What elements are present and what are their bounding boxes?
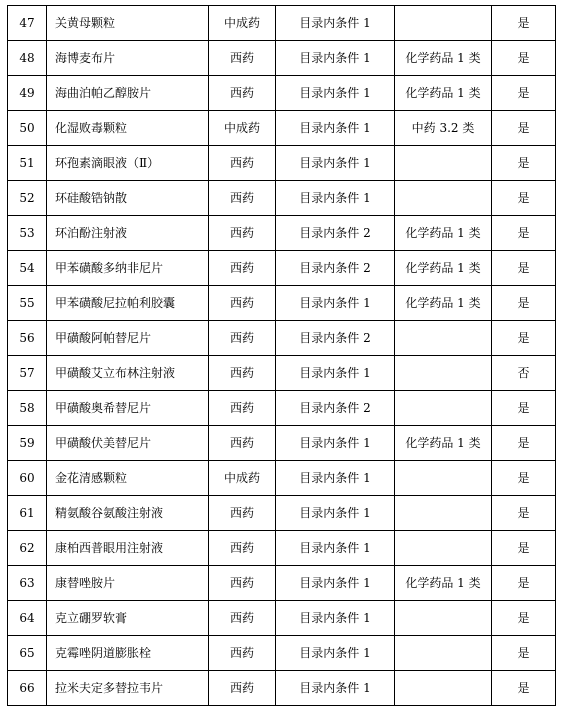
catalog-condition-cell: 目录内条件 1 bbox=[276, 76, 395, 111]
flag-value-cell: 是 bbox=[492, 111, 556, 146]
table-row bbox=[8, 251, 556, 286]
flag-value-cell: 是 bbox=[492, 251, 556, 286]
drug-type-cell: 西药 bbox=[209, 76, 276, 111]
drug-type-cell: 西药 bbox=[209, 391, 276, 426]
catalog-condition-cell: 目录内条件 1 bbox=[276, 111, 395, 146]
drug-type-cell: 西药 bbox=[209, 146, 276, 181]
drug-name-cell: 海曲泊帕乙醇胺片 bbox=[47, 76, 209, 111]
drug-type-cell: 西药 bbox=[209, 216, 276, 251]
registration-category-cell bbox=[395, 601, 492, 636]
flag-value-cell: 是 bbox=[492, 6, 556, 41]
row-number-cell: 48 bbox=[8, 41, 47, 76]
drug-name-cell: 精氨酸谷氨酸注射液 bbox=[47, 496, 209, 531]
drug-name-cell: 金花清感颗粒 bbox=[47, 461, 209, 496]
drug-list-table bbox=[7, 5, 556, 706]
row-number-cell: 53 bbox=[8, 216, 47, 251]
drug-type-cell: 西药 bbox=[209, 426, 276, 461]
registration-category-cell bbox=[395, 146, 492, 181]
registration-category-cell: 化学药品 1 类 bbox=[395, 566, 492, 601]
flag-value-cell: 是 bbox=[492, 426, 556, 461]
table-row bbox=[8, 181, 556, 216]
row-number-cell: 61 bbox=[8, 496, 47, 531]
table-row bbox=[8, 76, 556, 111]
drug-type-cell: 西药 bbox=[209, 636, 276, 671]
table-row bbox=[8, 321, 556, 356]
flag-value-cell: 是 bbox=[492, 461, 556, 496]
catalog-condition-cell: 目录内条件 1 bbox=[276, 636, 395, 671]
drug-name-cell: 甲苯磺酸尼拉帕利胶囊 bbox=[47, 286, 209, 321]
drug-name-cell: 克立硼罗软膏 bbox=[47, 601, 209, 636]
drug-name-cell: 甲磺酸艾立布林注射液 bbox=[47, 356, 209, 391]
catalog-condition-cell: 目录内条件 1 bbox=[276, 41, 395, 76]
catalog-condition-cell: 目录内条件 2 bbox=[276, 216, 395, 251]
drug-name-cell: 康柏西普眼用注射液 bbox=[47, 531, 209, 566]
registration-category-cell: 化学药品 1 类 bbox=[395, 76, 492, 111]
drug-name-cell: 甲苯磺酸多纳非尼片 bbox=[47, 251, 209, 286]
drug-name-cell: 关黄母颗粒 bbox=[47, 6, 209, 41]
drug-name-cell: 环泊酚注射液 bbox=[47, 216, 209, 251]
table-row bbox=[8, 531, 556, 566]
table-row bbox=[8, 636, 556, 671]
registration-category-cell: 中药 3.2 类 bbox=[395, 111, 492, 146]
drug-type-cell: 西药 bbox=[209, 601, 276, 636]
catalog-condition-cell: 目录内条件 1 bbox=[276, 286, 395, 321]
registration-category-cell bbox=[395, 321, 492, 356]
registration-category-cell: 化学药品 1 类 bbox=[395, 41, 492, 76]
row-number-cell: 65 bbox=[8, 636, 47, 671]
registration-category-cell bbox=[395, 496, 492, 531]
row-number-cell: 66 bbox=[8, 671, 47, 706]
drug-type-cell: 中成药 bbox=[209, 461, 276, 496]
catalog-condition-cell: 目录内条件 2 bbox=[276, 251, 395, 286]
drug-type-cell: 西药 bbox=[209, 41, 276, 76]
registration-category-cell bbox=[395, 391, 492, 426]
row-number-cell: 52 bbox=[8, 181, 47, 216]
drug-name-cell: 海博麦布片 bbox=[47, 41, 209, 76]
catalog-condition-cell: 目录内条件 1 bbox=[276, 566, 395, 601]
registration-category-cell bbox=[395, 461, 492, 496]
catalog-condition-cell: 目录内条件 1 bbox=[276, 181, 395, 216]
registration-category-cell bbox=[395, 531, 492, 566]
drug-type-cell: 西药 bbox=[209, 321, 276, 356]
table-row bbox=[8, 426, 556, 461]
drug-name-cell: 克霉唑阴道膨胀栓 bbox=[47, 636, 209, 671]
flag-value-cell: 是 bbox=[492, 181, 556, 216]
drug-name-cell: 甲磺酸奥希替尼片 bbox=[47, 391, 209, 426]
row-number-cell: 58 bbox=[8, 391, 47, 426]
catalog-condition-cell: 目录内条件 1 bbox=[276, 496, 395, 531]
table-row bbox=[8, 216, 556, 251]
drug-name-cell: 甲磺酸阿帕替尼片 bbox=[47, 321, 209, 356]
row-number-cell: 60 bbox=[8, 461, 47, 496]
flag-value-cell: 是 bbox=[492, 321, 556, 356]
drug-type-cell: 西药 bbox=[209, 286, 276, 321]
flag-value-cell: 否 bbox=[492, 356, 556, 391]
catalog-condition-cell: 目录内条件 1 bbox=[276, 146, 395, 181]
row-number-cell: 56 bbox=[8, 321, 47, 356]
registration-category-cell: 化学药品 1 类 bbox=[395, 286, 492, 321]
drug-type-cell: 西药 bbox=[209, 671, 276, 706]
catalog-condition-cell: 目录内条件 2 bbox=[276, 391, 395, 426]
row-number-cell: 63 bbox=[8, 566, 47, 601]
drug-name-cell: 化湿败毒颗粒 bbox=[47, 111, 209, 146]
registration-category-cell bbox=[395, 181, 492, 216]
catalog-condition-cell: 目录内条件 1 bbox=[276, 426, 395, 461]
catalog-condition-cell: 目录内条件 1 bbox=[276, 671, 395, 706]
registration-category-cell bbox=[395, 636, 492, 671]
row-number-cell: 62 bbox=[8, 531, 47, 566]
row-number-cell: 55 bbox=[8, 286, 47, 321]
flag-value-cell: 是 bbox=[492, 146, 556, 181]
table-row bbox=[8, 41, 556, 76]
row-number-cell: 51 bbox=[8, 146, 47, 181]
flag-value-cell: 是 bbox=[492, 566, 556, 601]
table-row bbox=[8, 496, 556, 531]
drug-type-cell: 西药 bbox=[209, 356, 276, 391]
flag-value-cell: 是 bbox=[492, 531, 556, 566]
catalog-condition-cell: 目录内条件 1 bbox=[276, 356, 395, 391]
row-number-cell: 50 bbox=[8, 111, 47, 146]
row-number-cell: 49 bbox=[8, 76, 47, 111]
row-number-cell: 64 bbox=[8, 601, 47, 636]
row-number-cell: 59 bbox=[8, 426, 47, 461]
registration-category-cell bbox=[395, 356, 492, 391]
row-number-cell: 47 bbox=[8, 6, 47, 41]
registration-category-cell bbox=[395, 6, 492, 41]
row-number-cell: 54 bbox=[8, 251, 47, 286]
catalog-condition-cell: 目录内条件 1 bbox=[276, 6, 395, 41]
flag-value-cell: 是 bbox=[492, 636, 556, 671]
flag-value-cell: 是 bbox=[492, 41, 556, 76]
table-row bbox=[8, 461, 556, 496]
flag-value-cell: 是 bbox=[492, 391, 556, 426]
drug-type-cell: 西药 bbox=[209, 531, 276, 566]
registration-category-cell bbox=[395, 671, 492, 706]
table-row bbox=[8, 6, 556, 41]
drug-list-sheet bbox=[7, 5, 555, 706]
drug-name-cell: 康替唑胺片 bbox=[47, 566, 209, 601]
drug-type-cell: 西药 bbox=[209, 181, 276, 216]
catalog-condition-cell: 目录内条件 2 bbox=[276, 321, 395, 356]
table-row bbox=[8, 566, 556, 601]
drug-type-cell: 西药 bbox=[209, 566, 276, 601]
table-row bbox=[8, 111, 556, 146]
row-number-cell: 57 bbox=[8, 356, 47, 391]
drug-name-cell: 甲磺酸伏美替尼片 bbox=[47, 426, 209, 461]
table-row bbox=[8, 391, 556, 426]
flag-value-cell: 是 bbox=[492, 216, 556, 251]
flag-value-cell: 是 bbox=[492, 601, 556, 636]
catalog-condition-cell: 目录内条件 1 bbox=[276, 531, 395, 566]
flag-value-cell: 是 bbox=[492, 286, 556, 321]
catalog-condition-cell: 目录内条件 1 bbox=[276, 461, 395, 496]
table-row bbox=[8, 286, 556, 321]
drug-type-cell: 中成药 bbox=[209, 111, 276, 146]
flag-value-cell: 是 bbox=[492, 76, 556, 111]
registration-category-cell: 化学药品 1 类 bbox=[395, 216, 492, 251]
drug-type-cell: 西药 bbox=[209, 496, 276, 531]
table-row bbox=[8, 146, 556, 181]
flag-value-cell: 是 bbox=[492, 671, 556, 706]
registration-category-cell: 化学药品 1 类 bbox=[395, 251, 492, 286]
table-row bbox=[8, 671, 556, 706]
catalog-condition-cell: 目录内条件 1 bbox=[276, 601, 395, 636]
drug-list-body bbox=[8, 6, 556, 706]
flag-value-cell: 是 bbox=[492, 496, 556, 531]
registration-category-cell: 化学药品 1 类 bbox=[395, 426, 492, 461]
drug-type-cell: 西药 bbox=[209, 251, 276, 286]
drug-name-cell: 环孢素滴眼液（Ⅱ） bbox=[47, 146, 209, 181]
drug-type-cell: 中成药 bbox=[209, 6, 276, 41]
table-row bbox=[8, 356, 556, 391]
table-row bbox=[8, 601, 556, 636]
drug-name-cell: 环硅酸锆钠散 bbox=[47, 181, 209, 216]
drug-name-cell: 拉米夫定多替拉韦片 bbox=[47, 671, 209, 706]
